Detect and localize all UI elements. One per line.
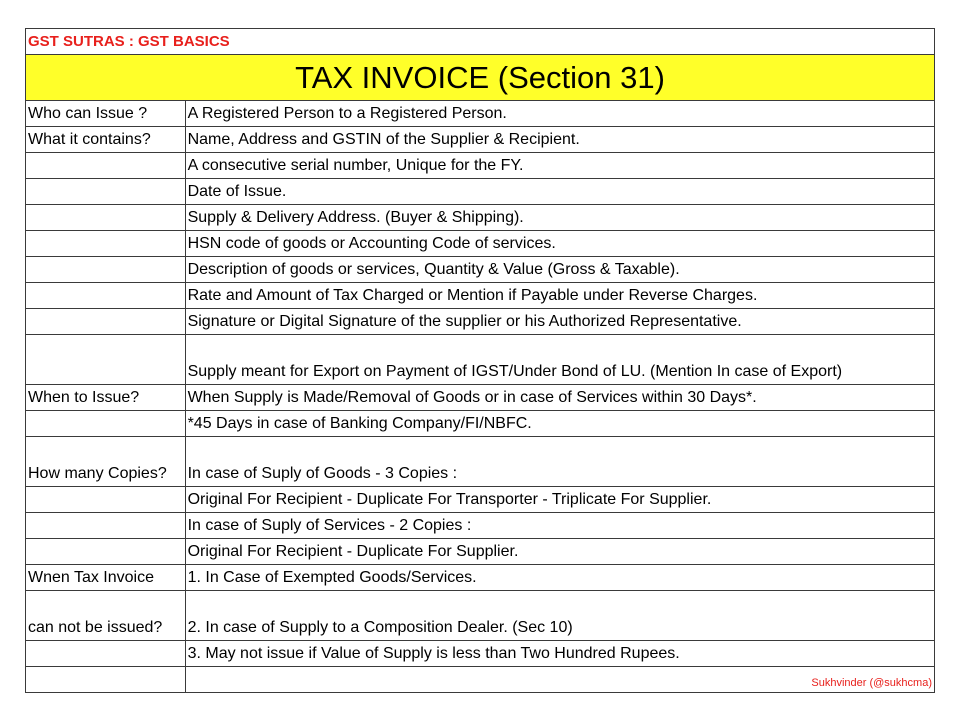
row-value-cell[interactable]: Signature or Digital Signature of the supplier or his Authorized Representative. xyxy=(185,309,934,335)
footer-row xyxy=(26,667,935,693)
table-row xyxy=(26,283,935,309)
row-value-cell[interactable]: Rate and Amount of Tax Charged or Mention if Payable under Reverse Charges. xyxy=(185,283,934,309)
row-label-cell[interactable]: When to Issue? xyxy=(26,385,186,411)
table-row xyxy=(26,335,935,385)
spreadsheet xyxy=(25,28,935,693)
row-value-cell[interactable]: 1. In Case of Exempted Goods/Services. xyxy=(185,565,934,591)
row-value-cell[interactable]: Supply meant for Export on Payment of IGST/Under Bond of LU. (Mention In case of Export) xyxy=(185,335,934,385)
sheet-header-label: GST SUTRAS : GST BASICS xyxy=(28,33,230,50)
table-row xyxy=(26,539,935,565)
author-credit: Sukhvinder (@sukhcma) xyxy=(811,677,932,689)
row-value-cell[interactable]: 2. In case of Supply to a Composition Dealer. (Sec 10) xyxy=(185,591,934,641)
table-row xyxy=(26,257,935,283)
row-label-cell[interactable] xyxy=(26,539,186,565)
table-row xyxy=(26,565,935,591)
table-row xyxy=(26,153,935,179)
row-value-cell[interactable]: Description of goods or services, Quantity & Value (Gross & Taxable). xyxy=(185,257,934,283)
row-value-cell[interactable]: Original For Recipient - Duplicate For Transporter - Triplicate For Supplier. xyxy=(185,487,934,513)
table-row xyxy=(26,205,935,231)
table-row xyxy=(26,127,935,153)
row-value-cell[interactable]: *45 Days in case of Banking Company/FI/NBFC. xyxy=(185,411,934,437)
row-label-cell[interactable] xyxy=(26,257,186,283)
table-row xyxy=(26,437,935,487)
table-row xyxy=(26,641,935,667)
row-label-cell[interactable] xyxy=(26,411,186,437)
row-label-cell[interactable]: How many Copies? xyxy=(26,437,186,487)
row-label-cell[interactable] xyxy=(26,513,186,539)
table-row xyxy=(26,487,935,513)
header-cell[interactable] xyxy=(26,29,935,55)
row-label-cell[interactable] xyxy=(26,487,186,513)
row-label-cell[interactable] xyxy=(26,335,186,385)
row-label-cell[interactable] xyxy=(26,179,186,205)
row-label-cell[interactable] xyxy=(26,205,186,231)
title-cell[interactable] xyxy=(26,55,935,101)
row-value-cell[interactable]: Name, Address and GSTIN of the Supplier & Recipient. xyxy=(185,127,934,153)
row-label-cell[interactable] xyxy=(26,309,186,335)
row-value-cell[interactable]: In case of Suply of Goods - 3 Copies : xyxy=(185,437,934,487)
credit-cell[interactable] xyxy=(185,667,934,693)
row-label-cell[interactable]: Who can Issue ? xyxy=(26,101,186,127)
table-row xyxy=(26,385,935,411)
table-row xyxy=(26,231,935,257)
table-row xyxy=(26,513,935,539)
row-value-cell[interactable]: A Registered Person to a Registered Person. xyxy=(185,101,934,127)
row-label-cell[interactable] xyxy=(26,641,186,667)
table-row xyxy=(26,411,935,437)
row-value-cell[interactable]: HSN code of goods or Accounting Code of services. xyxy=(185,231,934,257)
table-row xyxy=(26,179,935,205)
row-value-cell[interactable]: Supply & Delivery Address. (Buyer & Shipping). xyxy=(185,205,934,231)
row-label-cell[interactable]: Wnen Tax Invoice xyxy=(26,565,186,591)
empty-cell[interactable] xyxy=(26,667,186,693)
row-label-cell[interactable] xyxy=(26,153,186,179)
table-row xyxy=(26,309,935,335)
row-value-cell[interactable]: When Supply is Made/Removal of Goods or in case of Services within 30 Days*. xyxy=(185,385,934,411)
sheet-title: TAX INVOICE (Section 31) xyxy=(295,60,665,95)
row-label-cell[interactable] xyxy=(26,283,186,309)
row-value-cell[interactable]: A consecutive serial number, Unique for the FY. xyxy=(185,153,934,179)
row-label-cell[interactable] xyxy=(26,231,186,257)
row-value-cell[interactable]: Original For Recipient - Duplicate For Supplier. xyxy=(185,539,934,565)
row-label-cell[interactable]: What it contains? xyxy=(26,127,186,153)
invoice-table xyxy=(25,28,935,693)
row-label-cell[interactable]: can not be issued? xyxy=(26,591,186,641)
table-row xyxy=(26,101,935,127)
row-value-cell[interactable]: Date of Issue. xyxy=(185,179,934,205)
row-value-cell[interactable]: 3. May not issue if Value of Supply is less than Two Hundred Rupees. xyxy=(185,641,934,667)
row-value-cell[interactable]: In case of Suply of Services - 2 Copies : xyxy=(185,513,934,539)
table-row xyxy=(26,591,935,641)
